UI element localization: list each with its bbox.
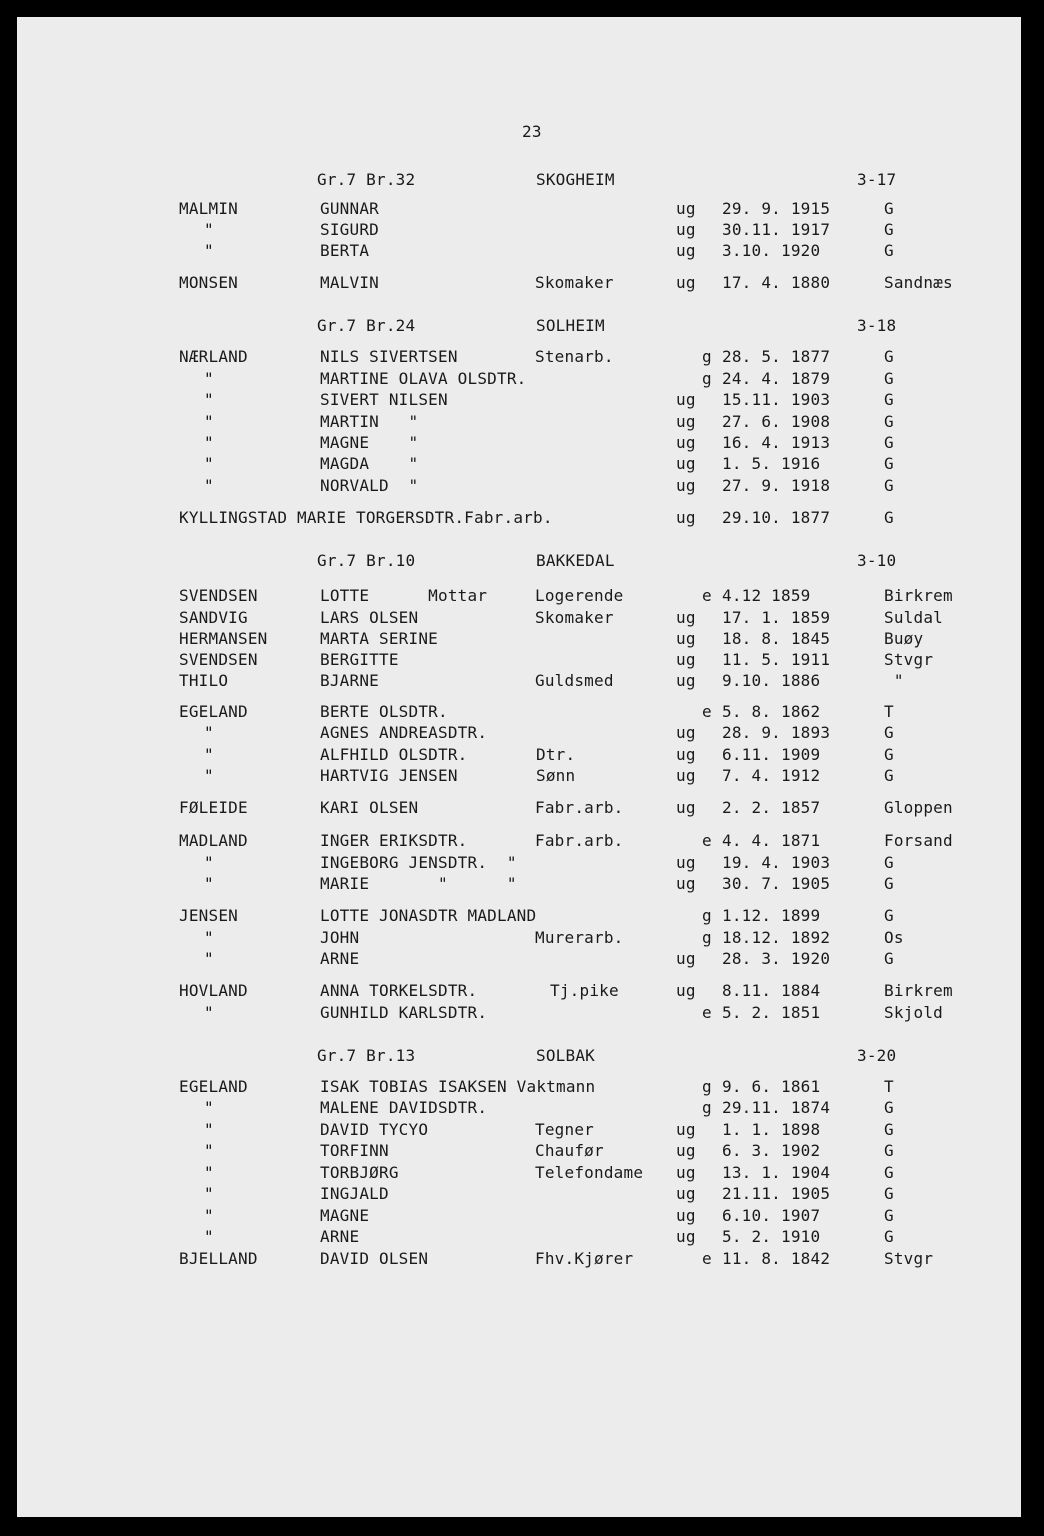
birth-place: G bbox=[884, 874, 894, 893]
given-name: JOHN bbox=[320, 928, 360, 947]
given-name: GUNHILD KARLSDTR. bbox=[320, 1003, 488, 1022]
birth-date: 6. 3. 1902 bbox=[722, 1141, 821, 1160]
birth-place: G bbox=[884, 199, 894, 218]
birth-place: Birkrem bbox=[884, 586, 953, 605]
given-name: MARIE " " bbox=[320, 874, 517, 893]
birth-place: Sandnæs bbox=[884, 273, 953, 292]
given-name: INGJALD bbox=[320, 1184, 389, 1203]
given-name: SIVERT NILSEN bbox=[320, 390, 448, 409]
ditto-mark: " bbox=[204, 723, 214, 742]
marital-status: g bbox=[702, 1077, 712, 1096]
occupation: Murerarb. bbox=[535, 928, 624, 947]
given-name: MAGNE bbox=[320, 1206, 370, 1225]
birth-place: G bbox=[884, 220, 894, 239]
marital-status: ug bbox=[676, 723, 696, 742]
marital-status: ug bbox=[676, 853, 696, 872]
birth-place: Os bbox=[884, 928, 904, 947]
grave-ref: Gr.7 Br.10 bbox=[317, 551, 416, 570]
marital-status: ug bbox=[676, 1227, 696, 1246]
birth-place: G bbox=[884, 745, 894, 764]
surname: MADLAND bbox=[179, 831, 248, 850]
birth-place: G bbox=[884, 766, 894, 785]
occupation: Stenarb. bbox=[535, 347, 614, 366]
surname: JENSEN bbox=[179, 906, 238, 925]
marital-status: g bbox=[702, 928, 712, 947]
birth-place: G bbox=[884, 906, 894, 925]
marital-status: ug bbox=[676, 1206, 696, 1225]
marital-status: ug bbox=[676, 433, 696, 452]
ditto-mark: " bbox=[204, 412, 214, 431]
occupation: Chaufør bbox=[535, 1141, 604, 1160]
ditto-mark: " bbox=[204, 1184, 214, 1203]
marital-status: ug bbox=[676, 949, 696, 968]
surname: EGELAND bbox=[179, 702, 248, 721]
given-name: INGER ERIKSDTR. bbox=[320, 831, 468, 850]
birth-date: 5. 2. 1851 bbox=[722, 1003, 821, 1022]
house-code: 3-20 bbox=[857, 1046, 897, 1065]
birth-date: 28. 3. 1920 bbox=[722, 949, 831, 968]
marital-status: e bbox=[702, 1249, 712, 1268]
birth-date: 27. 6. 1908 bbox=[722, 412, 831, 431]
ditto-mark: " bbox=[204, 454, 214, 473]
birth-date: 17. 1. 1859 bbox=[722, 608, 831, 627]
given-name: BERGITTE bbox=[320, 650, 399, 669]
given-name: BJARNE bbox=[320, 671, 379, 690]
given-name: MARTINE OLAVA OLSDTR. bbox=[320, 369, 527, 388]
birth-place: T bbox=[884, 702, 894, 721]
marital-status: ug bbox=[676, 766, 696, 785]
given-name: MALENE DAVIDSDTR. bbox=[320, 1098, 488, 1117]
birth-date: 5. 2. 1910 bbox=[722, 1227, 821, 1246]
birth-date: 13. 1. 1904 bbox=[722, 1163, 831, 1182]
birth-place: G bbox=[884, 508, 894, 527]
occupation: Skomaker bbox=[535, 273, 614, 292]
birth-date: 1. 5. 1916 bbox=[722, 454, 821, 473]
marital-status: ug bbox=[676, 1163, 696, 1182]
given-name: MAGNE " bbox=[320, 433, 419, 452]
birth-date: 11. 8. 1842 bbox=[722, 1249, 831, 1268]
marital-status: ug bbox=[676, 508, 696, 527]
birth-date: 16. 4. 1913 bbox=[722, 433, 831, 452]
marital-status: ug bbox=[676, 629, 696, 648]
occupation: Logerende bbox=[535, 586, 624, 605]
birth-date: 4.12 1859 bbox=[722, 586, 811, 605]
house-code: 3-10 bbox=[857, 551, 897, 570]
marital-status: ug bbox=[676, 390, 696, 409]
surname: HERMANSEN bbox=[179, 629, 268, 648]
house-code: 3-17 bbox=[857, 170, 897, 189]
birth-place: G bbox=[884, 412, 894, 431]
house-name: SOLHEIM bbox=[536, 316, 605, 335]
birth-date: 28. 5. 1877 bbox=[722, 347, 831, 366]
birth-place: G bbox=[884, 1184, 894, 1203]
given-name: INGEBORG JENSDTR. " bbox=[320, 853, 517, 872]
grave-ref: Gr.7 Br.32 bbox=[317, 170, 416, 189]
birth-date: 3.10. 1920 bbox=[722, 241, 821, 260]
birth-place: G bbox=[884, 853, 894, 872]
house-name: SKOGHEIM bbox=[536, 170, 615, 189]
birth-place: G bbox=[884, 1227, 894, 1246]
surname: BJELLAND bbox=[179, 1249, 258, 1268]
ditto-mark: " bbox=[204, 1003, 214, 1022]
marital-status: ug bbox=[676, 874, 696, 893]
occupation: Sønn bbox=[536, 766, 576, 785]
birth-date: 4. 4. 1871 bbox=[722, 831, 821, 850]
birth-date: 29.10. 1877 bbox=[722, 508, 831, 527]
birth-place: Gloppen bbox=[884, 798, 953, 817]
birth-place: G bbox=[884, 949, 894, 968]
given-name: ARNE bbox=[320, 949, 360, 968]
birth-place: G bbox=[884, 390, 894, 409]
birth-date: 19. 4. 1903 bbox=[722, 853, 831, 872]
given-name: GUNNAR bbox=[320, 199, 379, 218]
given-name: DAVID OLSEN bbox=[320, 1249, 429, 1268]
occupation: Guldsmed bbox=[535, 671, 614, 690]
birth-date: 18.12. 1892 bbox=[722, 928, 831, 947]
ditto-mark: " bbox=[204, 241, 214, 260]
occupation: Telefondame bbox=[535, 1163, 644, 1182]
surname: THILO bbox=[179, 671, 229, 690]
birth-date: 9.10. 1886 bbox=[722, 671, 821, 690]
ditto-mark: " bbox=[204, 949, 214, 968]
birth-place: G bbox=[884, 1120, 894, 1139]
ditto-mark: " bbox=[204, 928, 214, 947]
birth-date: 8.11. 1884 bbox=[722, 981, 821, 1000]
marital-status: ug bbox=[676, 745, 696, 764]
birth-place: G bbox=[884, 1098, 894, 1117]
occupation: Fhv.Kjører bbox=[535, 1249, 634, 1268]
birth-place: T bbox=[884, 1077, 894, 1096]
surname: EGELAND bbox=[179, 1077, 248, 1096]
marital-status: e bbox=[702, 702, 712, 721]
house-name: BAKKEDAL bbox=[536, 551, 615, 570]
given-name: LOTTE JONASDTR MADLAND bbox=[320, 906, 537, 925]
ditto-mark: " bbox=[204, 766, 214, 785]
given-name: MALVIN bbox=[320, 273, 379, 292]
birth-date: 11. 5. 1911 bbox=[722, 650, 831, 669]
birth-place: G bbox=[884, 347, 894, 366]
given-name: TORBJØRG bbox=[320, 1163, 399, 1182]
ditto-mark: " bbox=[204, 476, 214, 495]
given-name: MARTIN " bbox=[320, 412, 419, 431]
surname: KYLLINGSTAD MARIE TORGERSDTR.Fabr.arb. bbox=[179, 508, 553, 527]
birth-date: 28. 9. 1893 bbox=[722, 723, 831, 742]
marital-status: ug bbox=[676, 273, 696, 292]
marital-status: g bbox=[702, 369, 712, 388]
surname: NÆRLAND bbox=[179, 347, 248, 366]
occupation: Tj.pike bbox=[550, 981, 619, 1000]
ditto-mark: " bbox=[204, 433, 214, 452]
marital-status: ug bbox=[676, 671, 696, 690]
birth-place: G bbox=[884, 241, 894, 260]
birth-place: G bbox=[884, 369, 894, 388]
birth-date: 30.11. 1917 bbox=[722, 220, 831, 239]
ditto-mark: " bbox=[204, 369, 214, 388]
marital-status: ug bbox=[676, 650, 696, 669]
birth-date: 24. 4. 1879 bbox=[722, 369, 831, 388]
given-name: AGNES ANDREASDTR. bbox=[320, 723, 488, 742]
birth-place: Birkrem bbox=[884, 981, 953, 1000]
marital-status: ug bbox=[676, 199, 696, 218]
birth-place: " bbox=[884, 671, 904, 690]
marital-status: e bbox=[702, 831, 712, 850]
given-name: MARTA SERINE bbox=[320, 629, 438, 648]
birth-date: 30. 7. 1905 bbox=[722, 874, 831, 893]
surname: SVENDSEN bbox=[179, 586, 258, 605]
birth-date: 27. 9. 1918 bbox=[722, 476, 831, 495]
marital-status: ug bbox=[676, 241, 696, 260]
birth-place: G bbox=[884, 1141, 894, 1160]
marital-status: ug bbox=[676, 220, 696, 239]
marital-status: ug bbox=[676, 1141, 696, 1160]
birth-place: Forsand bbox=[884, 831, 953, 850]
occupation: Dtr. bbox=[536, 745, 576, 764]
birth-date: 6.10. 1907 bbox=[722, 1206, 821, 1225]
marital-status: ug bbox=[676, 476, 696, 495]
birth-place: Stvgr bbox=[884, 650, 934, 669]
birth-date: 7. 4. 1912 bbox=[722, 766, 821, 785]
marital-status: ug bbox=[676, 1120, 696, 1139]
birth-date: 17. 4. 1880 bbox=[722, 273, 831, 292]
given-name: DAVID TYCYO bbox=[320, 1120, 429, 1139]
birth-date: 9. 6. 1861 bbox=[722, 1077, 821, 1096]
marital-status: g bbox=[702, 1098, 712, 1117]
marital-status: ug bbox=[676, 454, 696, 473]
given-name: ISAK TOBIAS ISAKSEN Vaktmann bbox=[320, 1077, 596, 1096]
given-name: ALFHILD OLSDTR. bbox=[320, 745, 468, 764]
marital-status: e bbox=[702, 1003, 712, 1022]
birth-place: G bbox=[884, 454, 894, 473]
birth-place: G bbox=[884, 1163, 894, 1182]
ditto-mark: " bbox=[204, 874, 214, 893]
marital-status: g bbox=[702, 906, 712, 925]
birth-place: Skjold bbox=[884, 1003, 943, 1022]
marital-status: ug bbox=[676, 981, 696, 1000]
surname: HOVLAND bbox=[179, 981, 248, 1000]
given-name: TORFINN bbox=[320, 1141, 389, 1160]
marital-status: ug bbox=[676, 412, 696, 431]
birth-date: 1. 1. 1898 bbox=[722, 1120, 821, 1139]
document-page bbox=[17, 17, 1021, 1517]
ditto-mark: " bbox=[204, 1141, 214, 1160]
ditto-mark: " bbox=[204, 390, 214, 409]
given-name: NILS SIVERTSEN bbox=[320, 347, 458, 366]
house-name: SOLBAK bbox=[536, 1046, 595, 1065]
ditto-mark: " bbox=[204, 745, 214, 764]
marital-status: e bbox=[702, 586, 712, 605]
given-name: HARTVIG JENSEN bbox=[320, 766, 458, 785]
ditto-mark: " bbox=[204, 1206, 214, 1225]
grave-ref: Gr.7 Br.24 bbox=[317, 316, 416, 335]
occupation: Fabr.arb. bbox=[535, 798, 624, 817]
ditto-mark: " bbox=[204, 1120, 214, 1139]
given-name: ARNE bbox=[320, 1227, 360, 1246]
given-name: KARI OLSEN bbox=[320, 798, 419, 817]
birth-date: 5. 8. 1862 bbox=[722, 702, 821, 721]
marital-status: ug bbox=[676, 608, 696, 627]
surname: MONSEN bbox=[179, 273, 238, 292]
birth-date: 29. 9. 1915 bbox=[722, 199, 831, 218]
given-name: MAGDA " bbox=[320, 454, 419, 473]
birth-date: 29.11. 1874 bbox=[722, 1098, 831, 1117]
surname: MALMIN bbox=[179, 199, 238, 218]
ditto-mark: " bbox=[204, 853, 214, 872]
occupation: Skomaker bbox=[535, 608, 614, 627]
surname: FØLEIDE bbox=[179, 798, 248, 817]
house-code: 3-18 bbox=[857, 316, 897, 335]
ditto-mark: " bbox=[204, 1098, 214, 1117]
birth-place: G bbox=[884, 476, 894, 495]
birth-date: 21.11. 1905 bbox=[722, 1184, 831, 1203]
given-name: LOTTE Mottar bbox=[320, 586, 488, 605]
marital-status: g bbox=[702, 347, 712, 366]
birth-place: G bbox=[884, 433, 894, 452]
birth-date: 2. 2. 1857 bbox=[722, 798, 821, 817]
birth-place: Suldal bbox=[884, 608, 943, 627]
marital-status: ug bbox=[676, 798, 696, 817]
birth-date: 18. 8. 1845 bbox=[722, 629, 831, 648]
surname: SVENDSEN bbox=[179, 650, 258, 669]
grave-ref: Gr.7 Br.13 bbox=[317, 1046, 416, 1065]
given-name: LARS OLSEN bbox=[320, 608, 419, 627]
given-name: SIGURD bbox=[320, 220, 379, 239]
ditto-mark: " bbox=[204, 1227, 214, 1246]
birth-place: Buøy bbox=[884, 629, 924, 648]
page-number: 23 bbox=[522, 122, 542, 141]
birth-date: 1.12. 1899 bbox=[722, 906, 821, 925]
given-name: BERTE OLSDTR. bbox=[320, 702, 448, 721]
birth-place: Stvgr bbox=[884, 1249, 934, 1268]
surname: SANDVIG bbox=[179, 608, 248, 627]
occupation: Tegner bbox=[535, 1120, 594, 1139]
birth-place: G bbox=[884, 723, 894, 742]
given-name: ANNA TORKELSDTR. bbox=[320, 981, 478, 1000]
birth-date: 6.11. 1909 bbox=[722, 745, 821, 764]
ditto-mark: " bbox=[204, 220, 214, 239]
birth-place: G bbox=[884, 1206, 894, 1225]
given-name: BERTA bbox=[320, 241, 370, 260]
occupation: Fabr.arb. bbox=[535, 831, 624, 850]
marital-status: ug bbox=[676, 1184, 696, 1203]
given-name: NORVALD " bbox=[320, 476, 419, 495]
birth-date: 15.11. 1903 bbox=[722, 390, 831, 409]
ditto-mark: " bbox=[204, 1163, 214, 1182]
